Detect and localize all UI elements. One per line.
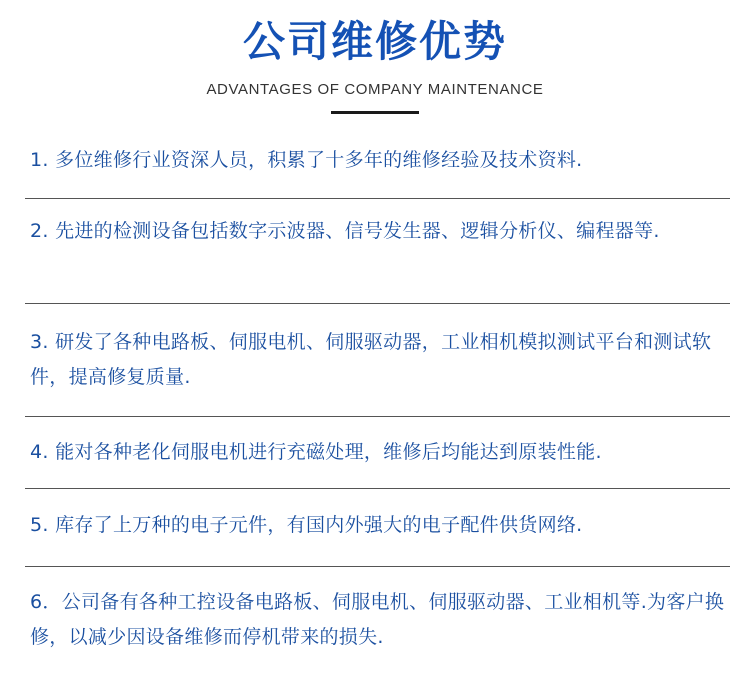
page-header	[0, 0, 750, 120]
list-item-text: 5. 库存了上万种的电子元件，有国内外强大的电子配件供货网络.	[30, 514, 583, 536]
list-item-text: 3. 研发了各种电路板、伺服电机、伺服驱动器，工业相机模拟测试平台和测试软件，提高修复质量.	[30, 331, 712, 388]
divider	[25, 416, 730, 417]
list-item-text: 2. 先进的检测设备包括数字示波器、信号发生器、逻辑分析仪、编程器等.	[30, 220, 660, 242]
divider	[25, 303, 730, 304]
divider	[25, 566, 730, 567]
list-item-text: 6．公司备有各种工控设备电路板、伺服电机、伺服驱动器、工业相机等.为客户换修，以减少因设备维修而停机带来的损失.	[30, 591, 725, 648]
title-underline	[331, 111, 419, 114]
divider	[25, 488, 730, 489]
list-item-text: 4. 能对各种老化伺服电机进行充磁处理，维修后均能达到原装性能.	[30, 441, 602, 463]
page-subtitle: ADVANTAGES OF COMPANY MAINTENANCE	[206, 81, 544, 98]
divider	[25, 198, 730, 199]
list-item-text: 1. 多位维修行业资深人员，积累了十多年的维修经验及技术资料.	[30, 149, 583, 171]
page-title: 公司维修优势	[242, 17, 507, 66]
